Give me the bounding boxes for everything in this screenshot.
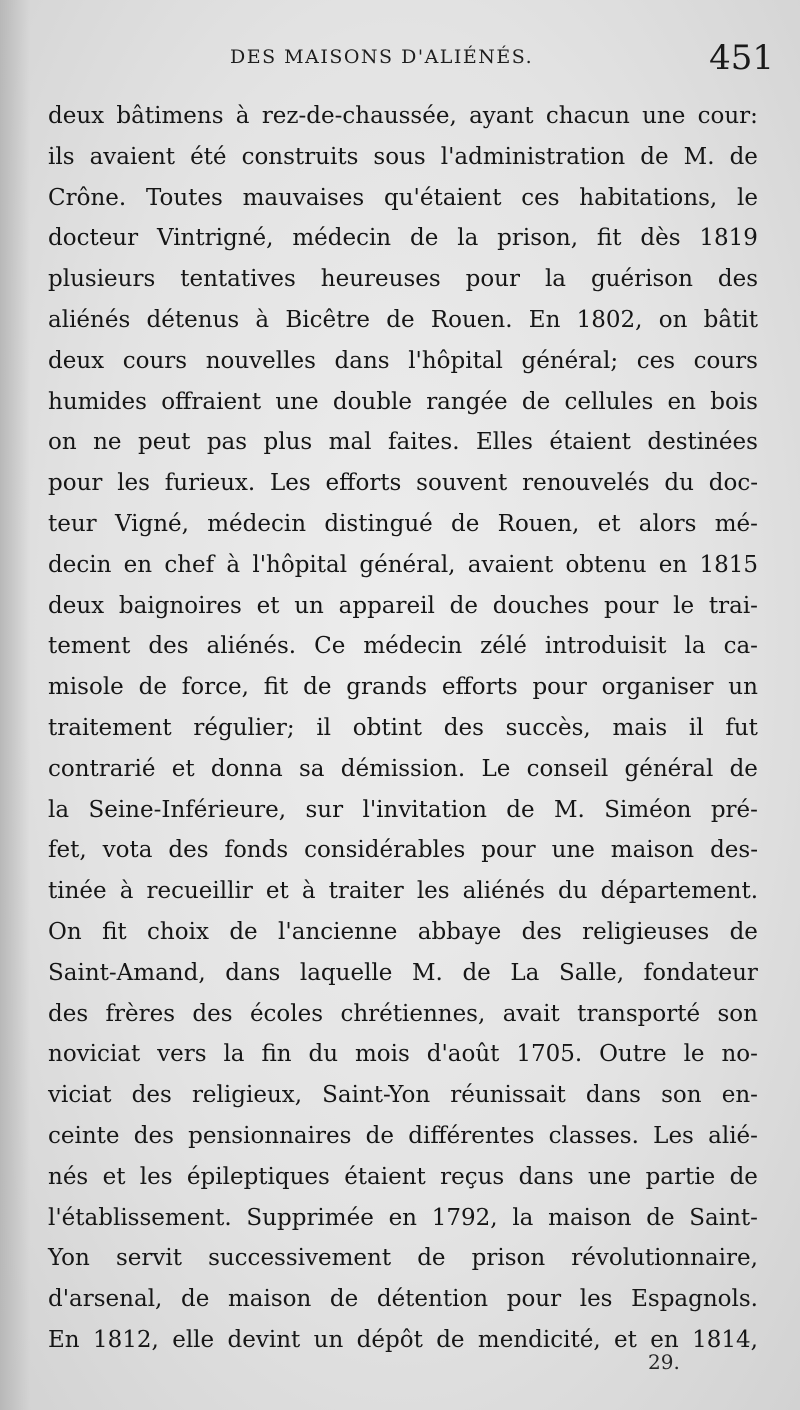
text-line: deux baignoires et un appareil de douches pour le trai- [48,592,758,619]
text-line: ils avaient été construits sous l'administration de M. de [48,143,758,170]
text-line: deux bâtimens à rez-de-chaussée, ayant chacun une cour: [48,103,758,129]
text-line: humides offraient une double rangée de cellules en bois [48,388,758,415]
text-line: teur Vigné, médecin distingué de Rouen, et alors mé- [48,510,758,537]
text-line: d'arsenal, de maison de détention pour les Espagnols. [48,1286,758,1313]
running-head: DES MAISONS D'ALIÉNÉS. [230,46,534,68]
signature-mark: 29. [648,1350,680,1374]
text-line: En 1812, elle devint un dépôt de mendicité, et en 1814, [48,1326,758,1353]
text-line: fet, vota des fonds considérables pour une maison des- [48,837,758,864]
page-number: 451 [709,38,774,78]
text-line: pour les furieux. Les efforts souvent renouvelés du doc- [48,470,758,497]
text-line: aliénés détenus à Bicêtre de Rouen. En 1802, on bâtit [48,306,758,333]
text-line: on ne peut pas plus mal faites. Elles étaient destinées [48,429,758,456]
text-line: misole de force, fit de grands efforts pour organiser un [48,674,758,701]
text-line: On fit choix de l'ancienne abbaye des religieuses de [48,918,758,945]
text-line: ceinte des pensionnaires de différentes classes. Les alié- [48,1122,758,1149]
text-line: Crône. Toutes mauvaises qu'étaient ces habitations, le [48,184,758,211]
text-line: nés et les épileptiques étaient reçus dans une partie de [48,1163,758,1190]
text-line: traitement régulier; il obtint des succès, mais il fut [48,714,758,741]
text-line: Saint-Amand, dans laquelle M. de La Salle, fondateur [48,959,758,986]
text-line: tement des aliénés. Ce médecin zélé introduisit la ca- [48,633,758,660]
page-header [40,38,780,82]
text-line: la Seine-Inférieure, sur l'invitation de M. Siméon pré- [48,796,758,823]
text-line: plusieurs tentatives heureuses pour la guérison des [48,266,758,293]
text-line: noviciat vers la fin du mois d'août 1705. Outre le no- [48,1041,758,1068]
text-line: contrarié et donna sa démission. Le conseil général de [48,755,758,782]
text-line: decin en chef à l'hôpital général, avaient obtenu en 1815 [48,551,758,578]
text-line: deux cours nouvelles dans l'hôpital général; ces cours [48,347,758,374]
text-line: des frères des écoles chrétiennes, avait transporté son [48,1000,758,1027]
text-line: Yon servit successivement de prison révolutionnaire, [48,1245,758,1272]
text-line: l'établissement. Supprimée en 1792, la maison de Saint- [48,1204,758,1231]
text-line: viciat des religieux, Saint-Yon réunissait dans son en- [48,1082,758,1109]
text-line: docteur Vintrigné, médecin de la prison, fit dès 1819 [48,225,758,252]
text-line: tinée à recueillir et à traiter les aliénés du département. [48,878,758,905]
body-text [48,96,758,1361]
